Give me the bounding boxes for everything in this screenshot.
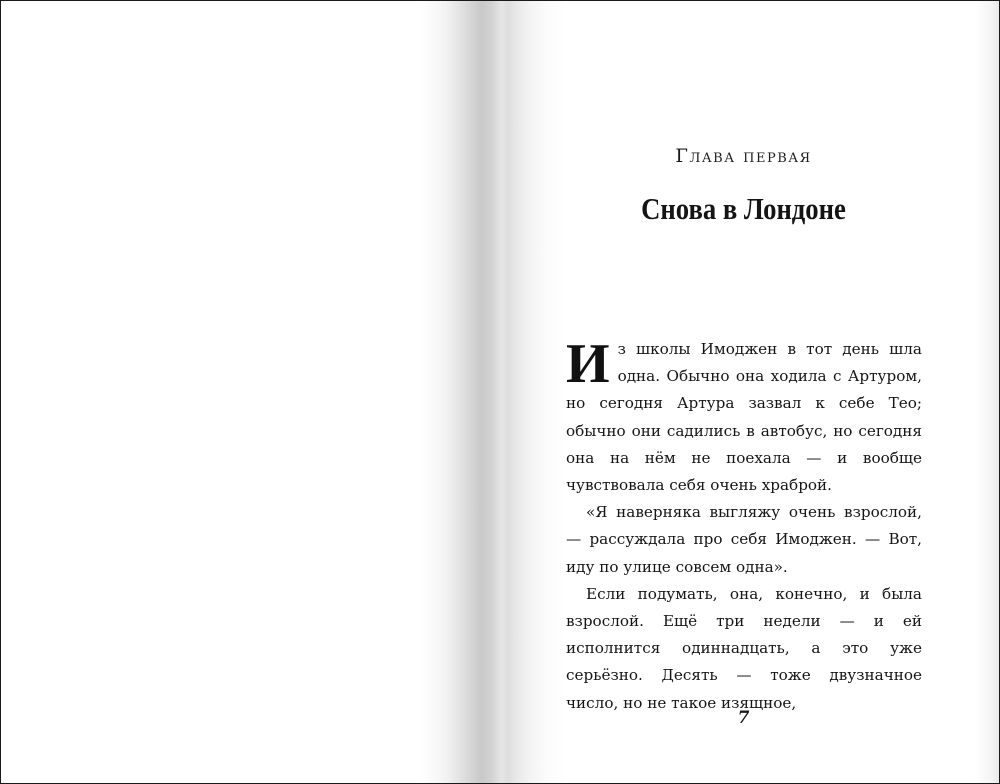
paragraph: Если подумать, она, конечно, и была взрослой. Ещё три недели — и ей исполнится одиннадцать, а это уже серьёзно. Десять — тоже двузначное число, но не такое изящное, <box>566 584 922 712</box>
paragraph <box>566 333 922 499</box>
left-page-blank <box>1 1 501 783</box>
paragraph-text: з школы Имоджен в тот день шла одна. Обычно она ходила с Артуром, но сегодня Артура зазвал к себе Тео; обычно они садились в автобус, но сегодня она на нём не поехала — и вообще чувствовала себя очень храброй. <box>566 340 922 495</box>
paragraph: «Я наверняка выгляжу очень взрослой, — рассуждала про себя Имоджен. — Вот, иду по улице совсем одна». <box>566 503 922 576</box>
drop-cap: И <box>566 333 610 395</box>
chapter-body <box>566 333 922 717</box>
chapter-label: Глава первая <box>675 145 812 167</box>
right-page <box>501 1 999 783</box>
chapter-title: Снова в Лондоне <box>641 191 846 226</box>
page-number: 7 <box>737 708 750 728</box>
